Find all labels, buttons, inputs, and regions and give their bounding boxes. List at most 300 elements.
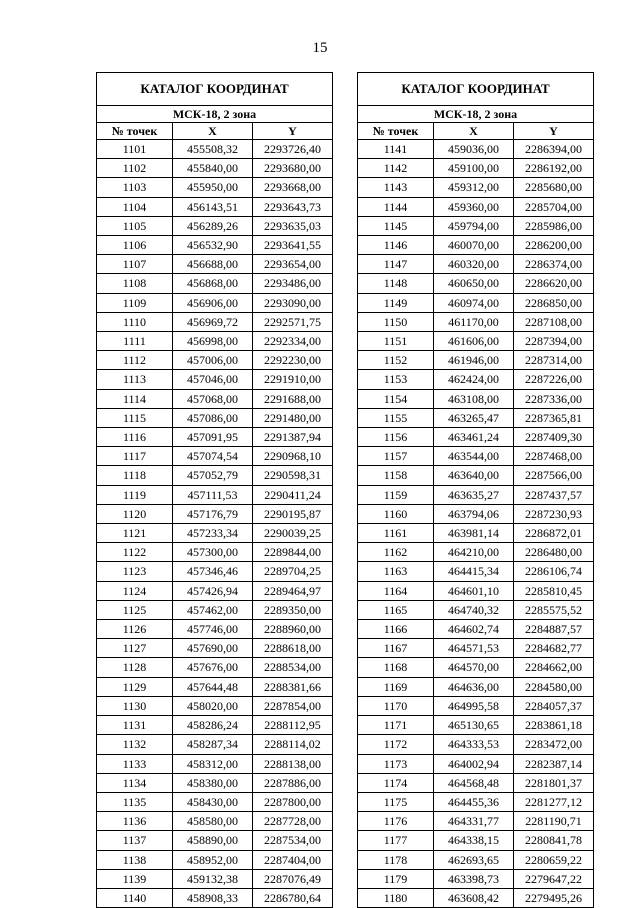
x-coordinate-cell: 459132,38 (173, 869, 253, 888)
point-number-cell: 1107 (97, 255, 173, 274)
point-number-cell: 1159 (358, 485, 434, 504)
y-coordinate-cell: 2288381,66 (253, 677, 333, 696)
x-coordinate-cell: 457426,94 (173, 581, 253, 600)
point-number-cell: 1166 (358, 620, 434, 639)
point-number-cell: 1176 (358, 812, 434, 831)
point-number-cell: 1123 (97, 562, 173, 581)
x-coordinate-cell: 460070,00 (434, 236, 514, 255)
y-coordinate-cell: 2282387,14 (514, 754, 594, 773)
table-row (97, 255, 333, 274)
y-coordinate-cell: 2285986,00 (514, 216, 594, 235)
y-coordinate-cell: 2292571,75 (253, 312, 333, 331)
y-coordinate-cell: 2286374,00 (514, 255, 594, 274)
x-coordinate-cell: 457300,00 (173, 543, 253, 562)
y-coordinate-cell: 2286780,64 (253, 888, 333, 907)
y-coordinate-cell: 2287437,57 (514, 485, 594, 504)
table-row (97, 159, 333, 178)
x-coordinate-cell: 464602,74 (434, 620, 514, 639)
point-number-cell: 1158 (358, 466, 434, 485)
point-number-cell: 1141 (358, 140, 434, 159)
point-number-cell: 1120 (97, 504, 173, 523)
table-row (358, 216, 594, 235)
table-row (97, 351, 333, 370)
point-number-cell: 1153 (358, 370, 434, 389)
x-coordinate-cell: 463635,27 (434, 485, 514, 504)
point-number-cell: 1126 (97, 620, 173, 639)
point-number-cell: 1155 (358, 408, 434, 427)
y-coordinate-cell: 2287409,30 (514, 428, 594, 447)
table-row (358, 639, 594, 658)
table-row (358, 370, 594, 389)
point-number-cell: 1127 (97, 639, 173, 658)
x-coordinate-cell: 464636,00 (434, 677, 514, 696)
table-row (97, 792, 333, 811)
x-coordinate-cell: 456998,00 (173, 332, 253, 351)
y-coordinate-cell: 2286106,74 (514, 562, 594, 581)
y-coordinate-cell: 2281801,37 (514, 773, 594, 792)
table-row (358, 140, 594, 159)
table-row (97, 658, 333, 677)
x-coordinate-cell: 458908,33 (173, 888, 253, 907)
y-coordinate-cell: 2292230,00 (253, 351, 333, 370)
x-coordinate-cell: 464568,48 (434, 773, 514, 792)
y-coordinate-cell: 2279647,22 (514, 869, 594, 888)
table-row (97, 735, 333, 754)
point-number-cell: 1118 (97, 466, 173, 485)
x-coordinate-cell: 457086,00 (173, 408, 253, 427)
table-row (358, 773, 594, 792)
table-row (358, 159, 594, 178)
table-row (358, 543, 594, 562)
table-zone: МСК-18, 2 зона (358, 106, 594, 123)
table-row (97, 677, 333, 696)
x-coordinate-cell: 457233,34 (173, 524, 253, 543)
y-coordinate-cell: 2287365,81 (514, 408, 594, 427)
x-coordinate-cell: 458430,00 (173, 792, 253, 811)
x-coordinate-cell: 462693,65 (434, 850, 514, 869)
y-coordinate-cell: 2288960,00 (253, 620, 333, 639)
table-row (358, 428, 594, 447)
point-number-cell: 1152 (358, 351, 434, 370)
point-number-cell: 1133 (97, 754, 173, 773)
y-coordinate-cell: 2290968,10 (253, 447, 333, 466)
point-number-cell: 1129 (97, 677, 173, 696)
x-coordinate-cell: 460974,00 (434, 293, 514, 312)
table-row (97, 620, 333, 639)
y-coordinate-cell: 2288114,02 (253, 735, 333, 754)
y-coordinate-cell: 2287394,00 (514, 332, 594, 351)
table-title: КАТАЛОГ КООРДИНАТ (358, 73, 594, 106)
table-row (97, 773, 333, 792)
point-number-cell: 1157 (358, 447, 434, 466)
point-number-cell: 1172 (358, 735, 434, 754)
x-coordinate-cell: 464333,53 (434, 735, 514, 754)
y-coordinate-cell: 2289704,25 (253, 562, 333, 581)
x-coordinate-cell: 457111,53 (173, 485, 253, 504)
column-header-y: Y (514, 123, 594, 140)
point-number-cell: 1177 (358, 831, 434, 850)
y-coordinate-cell: 2293680,00 (253, 159, 333, 178)
y-coordinate-cell: 2291480,00 (253, 408, 333, 427)
y-coordinate-cell: 2286620,00 (514, 274, 594, 293)
point-number-cell: 1170 (358, 696, 434, 715)
point-number-cell: 1106 (97, 236, 173, 255)
y-coordinate-cell: 2291387,94 (253, 428, 333, 447)
table-row (97, 274, 333, 293)
point-number-cell: 1134 (97, 773, 173, 792)
table-row (358, 600, 594, 619)
y-coordinate-cell: 2287854,00 (253, 696, 333, 715)
y-coordinate-cell: 2293486,00 (253, 274, 333, 293)
y-coordinate-cell: 2283861,18 (514, 716, 594, 735)
x-coordinate-cell: 455508,32 (173, 140, 253, 159)
x-coordinate-cell: 457644,48 (173, 677, 253, 696)
x-coordinate-cell: 464455,36 (434, 792, 514, 811)
x-coordinate-cell: 457046,00 (173, 370, 253, 389)
point-number-cell: 1122 (97, 543, 173, 562)
x-coordinate-cell: 457091,95 (173, 428, 253, 447)
x-coordinate-cell: 463265,47 (434, 408, 514, 427)
table-row (97, 581, 333, 600)
x-coordinate-cell: 457006,00 (173, 351, 253, 370)
point-number-cell: 1101 (97, 140, 173, 159)
table-row (97, 504, 333, 523)
table-row (97, 197, 333, 216)
table-row (97, 543, 333, 562)
point-number-cell: 1111 (97, 332, 173, 351)
x-coordinate-cell: 457462,00 (173, 600, 253, 619)
table-row (358, 831, 594, 850)
x-coordinate-cell: 456143,51 (173, 197, 253, 216)
table-row (97, 600, 333, 619)
x-coordinate-cell: 458020,00 (173, 696, 253, 715)
point-number-cell: 1131 (97, 716, 173, 735)
y-coordinate-cell: 2293635,03 (253, 216, 333, 235)
y-coordinate-cell: 2287534,00 (253, 831, 333, 850)
table-row (97, 447, 333, 466)
column-header-y: Y (253, 123, 333, 140)
x-coordinate-cell: 456688,00 (173, 255, 253, 274)
table-row (97, 140, 333, 159)
table-row (97, 332, 333, 351)
point-number-cell: 1110 (97, 312, 173, 331)
x-coordinate-cell: 457746,00 (173, 620, 253, 639)
y-coordinate-cell: 2293643,73 (253, 197, 333, 216)
point-number-cell: 1173 (358, 754, 434, 773)
point-number-cell: 1116 (97, 428, 173, 447)
x-coordinate-cell: 459794,00 (434, 216, 514, 235)
x-coordinate-cell: 463981,14 (434, 524, 514, 543)
point-number-cell: 1125 (97, 600, 173, 619)
point-number-cell: 1115 (97, 408, 173, 427)
point-number-cell: 1146 (358, 236, 434, 255)
point-number-cell: 1144 (358, 197, 434, 216)
table-row (97, 639, 333, 658)
point-number-cell: 1124 (97, 581, 173, 600)
table-title: КАТАЛОГ КООРДИНАТ (97, 73, 333, 106)
point-number-cell: 1169 (358, 677, 434, 696)
y-coordinate-cell: 2285810,45 (514, 581, 594, 600)
y-coordinate-cell: 2290598,31 (253, 466, 333, 485)
table-row (358, 485, 594, 504)
point-number-cell: 1178 (358, 850, 434, 869)
table-row (97, 716, 333, 735)
x-coordinate-cell: 457176,79 (173, 504, 253, 523)
y-coordinate-cell: 2293668,00 (253, 178, 333, 197)
x-coordinate-cell: 465130,65 (434, 716, 514, 735)
table-row (97, 408, 333, 427)
y-coordinate-cell: 2281190,71 (514, 812, 594, 831)
x-coordinate-cell: 456906,00 (173, 293, 253, 312)
point-number-cell: 1150 (358, 312, 434, 331)
point-number-cell: 1142 (358, 159, 434, 178)
table-row (358, 447, 594, 466)
point-number-cell: 1148 (358, 274, 434, 293)
x-coordinate-cell: 464002,94 (434, 754, 514, 773)
y-coordinate-cell: 2287076,49 (253, 869, 333, 888)
y-coordinate-cell: 2287108,00 (514, 312, 594, 331)
x-coordinate-cell: 459100,00 (434, 159, 514, 178)
point-number-cell: 1140 (97, 888, 173, 907)
table-row (358, 562, 594, 581)
point-number-cell: 1171 (358, 716, 434, 735)
point-number-cell: 1108 (97, 274, 173, 293)
y-coordinate-cell: 2287566,00 (514, 466, 594, 485)
y-coordinate-cell: 2288534,00 (253, 658, 333, 677)
table-body (358, 140, 594, 908)
point-number-cell: 1112 (97, 351, 173, 370)
point-number-cell: 1161 (358, 524, 434, 543)
y-coordinate-cell: 2280841,78 (514, 831, 594, 850)
table-row (97, 696, 333, 715)
table-row (358, 312, 594, 331)
y-coordinate-cell: 2287728,00 (253, 812, 333, 831)
point-number-cell: 1139 (97, 869, 173, 888)
y-coordinate-cell: 2291910,00 (253, 370, 333, 389)
table-row (97, 389, 333, 408)
x-coordinate-cell: 464995,58 (434, 696, 514, 715)
y-coordinate-cell: 2286200,00 (514, 236, 594, 255)
y-coordinate-cell: 2288138,00 (253, 754, 333, 773)
table-row (358, 504, 594, 523)
x-coordinate-cell: 458286,24 (173, 716, 253, 735)
page-number: 15 (312, 40, 328, 56)
x-coordinate-cell: 464570,00 (434, 658, 514, 677)
table-row (97, 312, 333, 331)
y-coordinate-cell: 2289464,97 (253, 581, 333, 600)
x-coordinate-cell: 457346,46 (173, 562, 253, 581)
table-row (97, 754, 333, 773)
x-coordinate-cell: 464331,77 (434, 812, 514, 831)
x-coordinate-cell: 459360,00 (434, 197, 514, 216)
table-row (358, 869, 594, 888)
x-coordinate-cell: 459036,00 (434, 140, 514, 159)
coordinate-catalog-table-left (96, 72, 333, 908)
y-coordinate-cell: 2289350,00 (253, 600, 333, 619)
point-number-cell: 1160 (358, 504, 434, 523)
y-coordinate-cell: 2284682,77 (514, 639, 594, 658)
point-number-cell: 1119 (97, 485, 173, 504)
y-coordinate-cell: 2285704,00 (514, 197, 594, 216)
point-number-cell: 1135 (97, 792, 173, 811)
y-coordinate-cell: 2287404,00 (253, 850, 333, 869)
y-coordinate-cell: 2288112,95 (253, 716, 333, 735)
point-number-cell: 1165 (358, 600, 434, 619)
x-coordinate-cell: 464740,32 (434, 600, 514, 619)
coordinate-catalog-table-right (357, 72, 594, 908)
table-row (358, 696, 594, 715)
point-number-cell: 1103 (97, 178, 173, 197)
x-coordinate-cell: 456532,90 (173, 236, 253, 255)
point-number-cell: 1104 (97, 197, 173, 216)
table-zone: МСК-18, 2 зона (97, 106, 333, 123)
y-coordinate-cell: 2284887,57 (514, 620, 594, 639)
x-coordinate-cell: 457074,54 (173, 447, 253, 466)
table-row (358, 351, 594, 370)
point-number-cell: 1121 (97, 524, 173, 543)
point-number-cell: 1180 (358, 888, 434, 907)
table-row (97, 428, 333, 447)
point-number-cell: 1162 (358, 543, 434, 562)
x-coordinate-cell: 461606,00 (434, 332, 514, 351)
table-row (97, 869, 333, 888)
y-coordinate-cell: 2283472,00 (514, 735, 594, 754)
y-coordinate-cell: 2293641,55 (253, 236, 333, 255)
y-coordinate-cell: 2284057,37 (514, 696, 594, 715)
table-row (97, 562, 333, 581)
y-coordinate-cell: 2287226,00 (514, 370, 594, 389)
x-coordinate-cell: 460650,00 (434, 274, 514, 293)
table-row (97, 370, 333, 389)
point-number-cell: 1117 (97, 447, 173, 466)
x-coordinate-cell: 460320,00 (434, 255, 514, 274)
x-coordinate-cell: 464571,53 (434, 639, 514, 658)
table-row (358, 332, 594, 351)
y-coordinate-cell: 2287468,00 (514, 447, 594, 466)
y-coordinate-cell: 2286872,01 (514, 524, 594, 543)
table-row (358, 236, 594, 255)
y-coordinate-cell: 2284662,00 (514, 658, 594, 677)
x-coordinate-cell: 458380,00 (173, 773, 253, 792)
x-coordinate-cell: 457068,00 (173, 389, 253, 408)
table-row (358, 792, 594, 811)
x-coordinate-cell: 462424,00 (434, 370, 514, 389)
point-number-cell: 1114 (97, 389, 173, 408)
table-row (358, 677, 594, 696)
y-coordinate-cell: 2292334,00 (253, 332, 333, 351)
x-coordinate-cell: 461946,00 (434, 351, 514, 370)
y-coordinate-cell: 2293726,40 (253, 140, 333, 159)
y-coordinate-cell: 2286850,00 (514, 293, 594, 312)
table-row (97, 485, 333, 504)
column-header-point: № точек (97, 123, 173, 140)
table-row (358, 850, 594, 869)
table-row (97, 850, 333, 869)
column-header-point: № точек (358, 123, 434, 140)
y-coordinate-cell: 2279495,26 (514, 888, 594, 907)
y-coordinate-cell: 2287314,00 (514, 351, 594, 370)
table-row (358, 524, 594, 543)
table-row (97, 524, 333, 543)
point-number-cell: 1130 (97, 696, 173, 715)
table-row (358, 466, 594, 485)
y-coordinate-cell: 2287800,00 (253, 792, 333, 811)
table-row (358, 255, 594, 274)
x-coordinate-cell: 458890,00 (173, 831, 253, 850)
y-coordinate-cell: 2289844,00 (253, 543, 333, 562)
column-header-x: X (173, 123, 253, 140)
x-coordinate-cell: 463544,00 (434, 447, 514, 466)
x-coordinate-cell: 463794,06 (434, 504, 514, 523)
point-number-cell: 1151 (358, 332, 434, 351)
y-coordinate-cell: 2293654,00 (253, 255, 333, 274)
point-number-cell: 1132 (97, 735, 173, 754)
column-header-x: X (434, 123, 514, 140)
y-coordinate-cell: 2288618,00 (253, 639, 333, 658)
point-number-cell: 1102 (97, 159, 173, 178)
table-row (358, 293, 594, 312)
x-coordinate-cell: 464338,15 (434, 831, 514, 850)
point-number-cell: 1147 (358, 255, 434, 274)
point-number-cell: 1174 (358, 773, 434, 792)
y-coordinate-cell: 2281277,12 (514, 792, 594, 811)
x-coordinate-cell: 463640,00 (434, 466, 514, 485)
y-coordinate-cell: 2285680,00 (514, 178, 594, 197)
table-row (97, 293, 333, 312)
table-row (358, 581, 594, 600)
x-coordinate-cell: 463398,73 (434, 869, 514, 888)
table-row (97, 178, 333, 197)
point-number-cell: 1164 (358, 581, 434, 600)
y-coordinate-cell: 2291688,00 (253, 389, 333, 408)
table-row (358, 620, 594, 639)
point-number-cell: 1128 (97, 658, 173, 677)
x-coordinate-cell: 463461,24 (434, 428, 514, 447)
table-body (97, 140, 333, 908)
table-row (358, 716, 594, 735)
x-coordinate-cell: 464601,10 (434, 581, 514, 600)
x-coordinate-cell: 458580,00 (173, 812, 253, 831)
point-number-cell: 1143 (358, 178, 434, 197)
table-row (358, 178, 594, 197)
y-coordinate-cell: 2287336,00 (514, 389, 594, 408)
table-row (358, 735, 594, 754)
point-number-cell: 1149 (358, 293, 434, 312)
point-number-cell: 1154 (358, 389, 434, 408)
x-coordinate-cell: 463108,00 (434, 389, 514, 408)
x-coordinate-cell: 457676,00 (173, 658, 253, 677)
x-coordinate-cell: 464210,00 (434, 543, 514, 562)
y-coordinate-cell: 2286480,00 (514, 543, 594, 562)
table-row (97, 466, 333, 485)
point-number-cell: 1105 (97, 216, 173, 235)
table-row (358, 389, 594, 408)
point-number-cell: 1156 (358, 428, 434, 447)
table-row (358, 408, 594, 427)
x-coordinate-cell: 457690,00 (173, 639, 253, 658)
table-row (97, 236, 333, 255)
table-row (97, 812, 333, 831)
table-row (358, 274, 594, 293)
x-coordinate-cell: 459312,00 (434, 178, 514, 197)
y-coordinate-cell: 2290039,25 (253, 524, 333, 543)
point-number-cell: 1136 (97, 812, 173, 831)
point-number-cell: 1168 (358, 658, 434, 677)
y-coordinate-cell: 2284580,00 (514, 677, 594, 696)
y-coordinate-cell: 2287230,93 (514, 504, 594, 523)
point-number-cell: 1137 (97, 831, 173, 850)
y-coordinate-cell: 2293090,00 (253, 293, 333, 312)
